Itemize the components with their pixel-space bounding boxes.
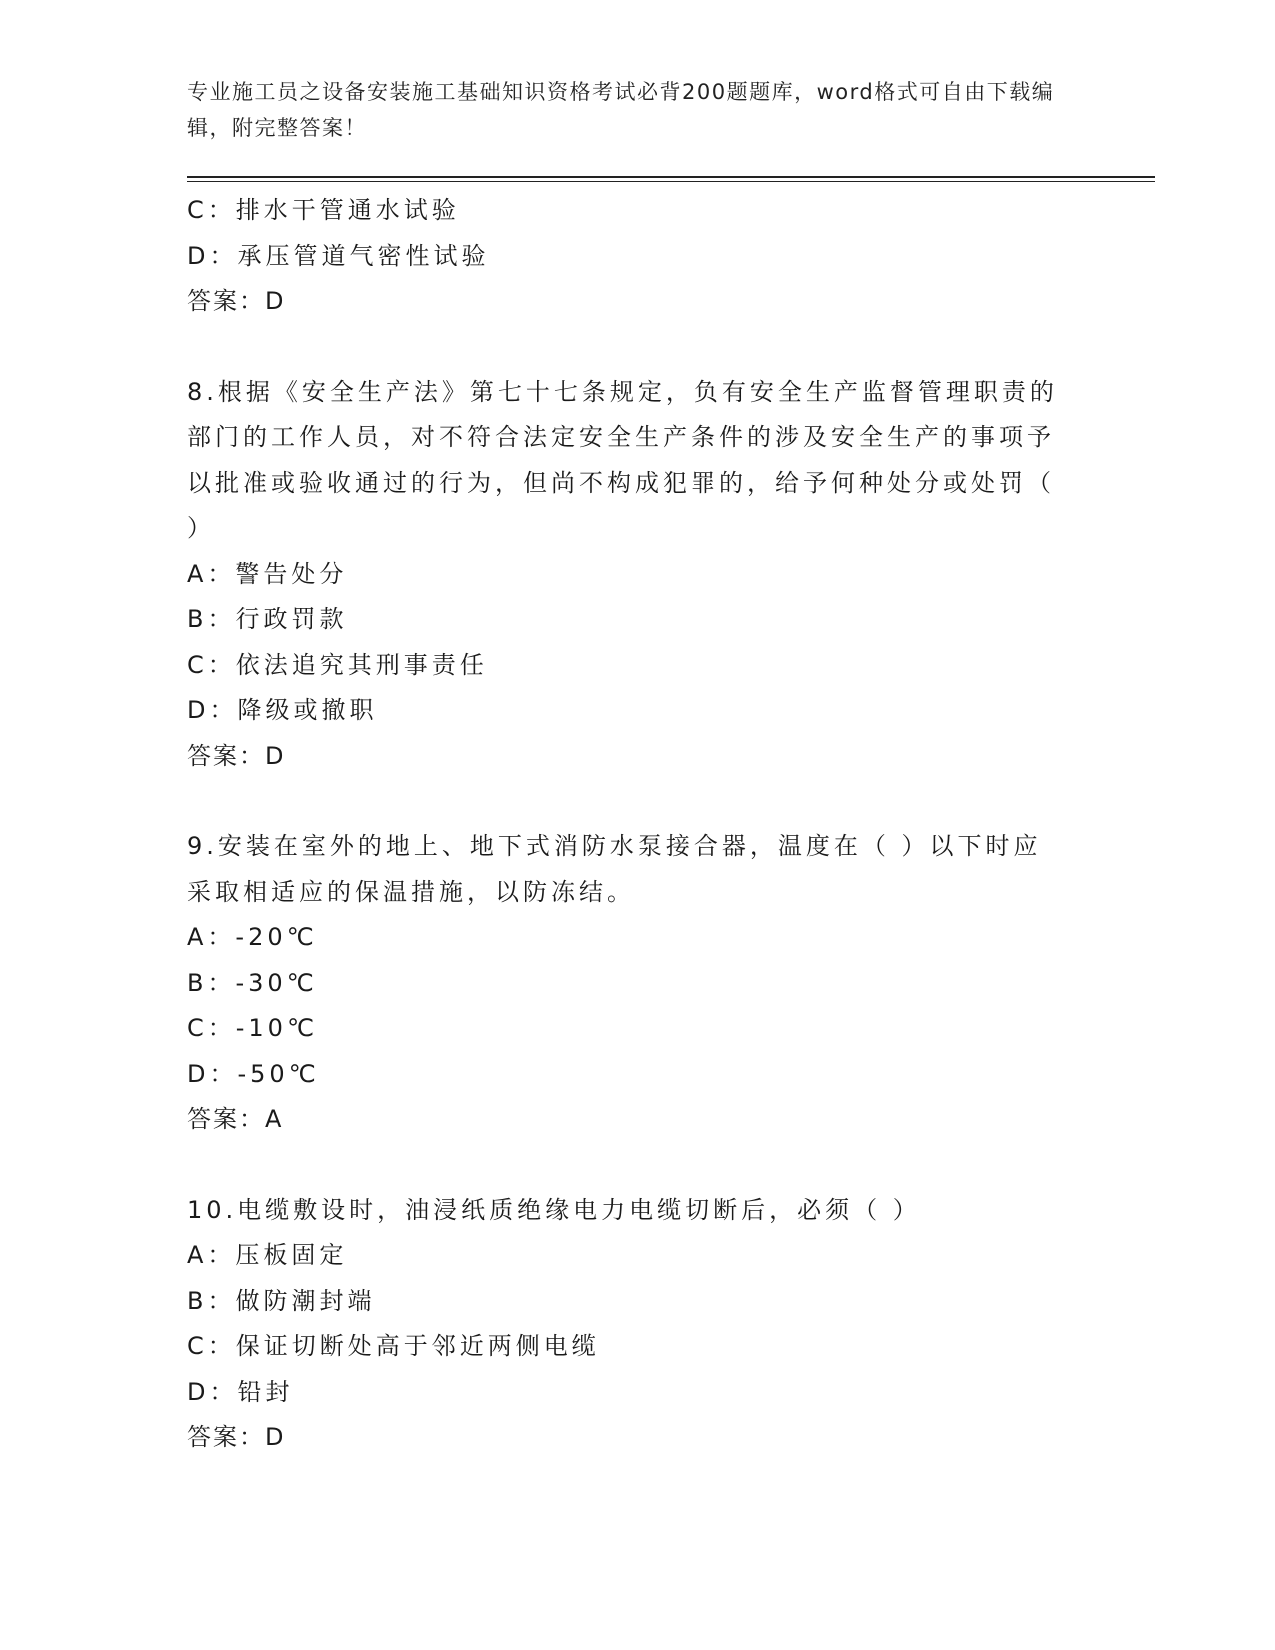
answer-line: 答案：D [187, 741, 286, 770]
question-10 [187, 1188, 1087, 1461]
option-d: D：降级或撤职 [187, 696, 378, 724]
answer-line: 答案：D [187, 1423, 286, 1451]
option-d: D：-50℃ [187, 1059, 320, 1088]
option-b: B：行政罚款 [187, 605, 348, 633]
header-rule-thin [187, 181, 1155, 182]
question-9 [187, 824, 1087, 1143]
option-b: B：做防潮封端 [187, 1286, 376, 1315]
option-d: D：铅封 [187, 1377, 294, 1406]
question-stem: 10.电缆敷设时，油浸纸质绝缘电力电缆切断后，必须（ ） [187, 1195, 921, 1224]
document-header: 专业施工员之设备安装施工基础知识资格考试必背200题题库，word格式可自由下载编辑，附完整答案！ [187, 80, 1055, 140]
prev-question [187, 188, 1087, 325]
question-stem: 8.根据《安全生产法》第七十七条规定，负有安全生产监督管理职责的部门的工作人员，对不符合法定安全生产条件的涉及安全生产的事项予以批准或验收通过的行为，但尚不构成犯罪的，给予何种处分或处罚（ ） [187, 377, 1058, 542]
option-b: B：-30℃ [187, 968, 318, 997]
option-a: A：压板固定 [187, 1241, 348, 1269]
question-stem: 9.安装在室外的地上、地下式消防水泵接合器，温度在（ ）以下时应采取相适应的保温措施，以防冻结。 [187, 832, 1042, 906]
question-list [187, 188, 1087, 1461]
header-rule-thick [187, 176, 1155, 178]
answer-line: 答案：D [187, 287, 286, 315]
option-c: C：排水干管通水试验 [187, 196, 460, 224]
option-c: C：依法追究其刑事责任 [187, 650, 488, 679]
option-a: A：警告处分 [187, 559, 348, 588]
option-c: C：保证切断处高于邻近两侧电缆 [187, 1332, 600, 1360]
question-8 [187, 370, 1087, 780]
option-a: A：-20℃ [187, 923, 318, 951]
answer-line: 答案：A [187, 1105, 284, 1133]
option-d: D：承压管道气密性试验 [187, 241, 490, 270]
option-c: C：-10℃ [187, 1014, 318, 1042]
